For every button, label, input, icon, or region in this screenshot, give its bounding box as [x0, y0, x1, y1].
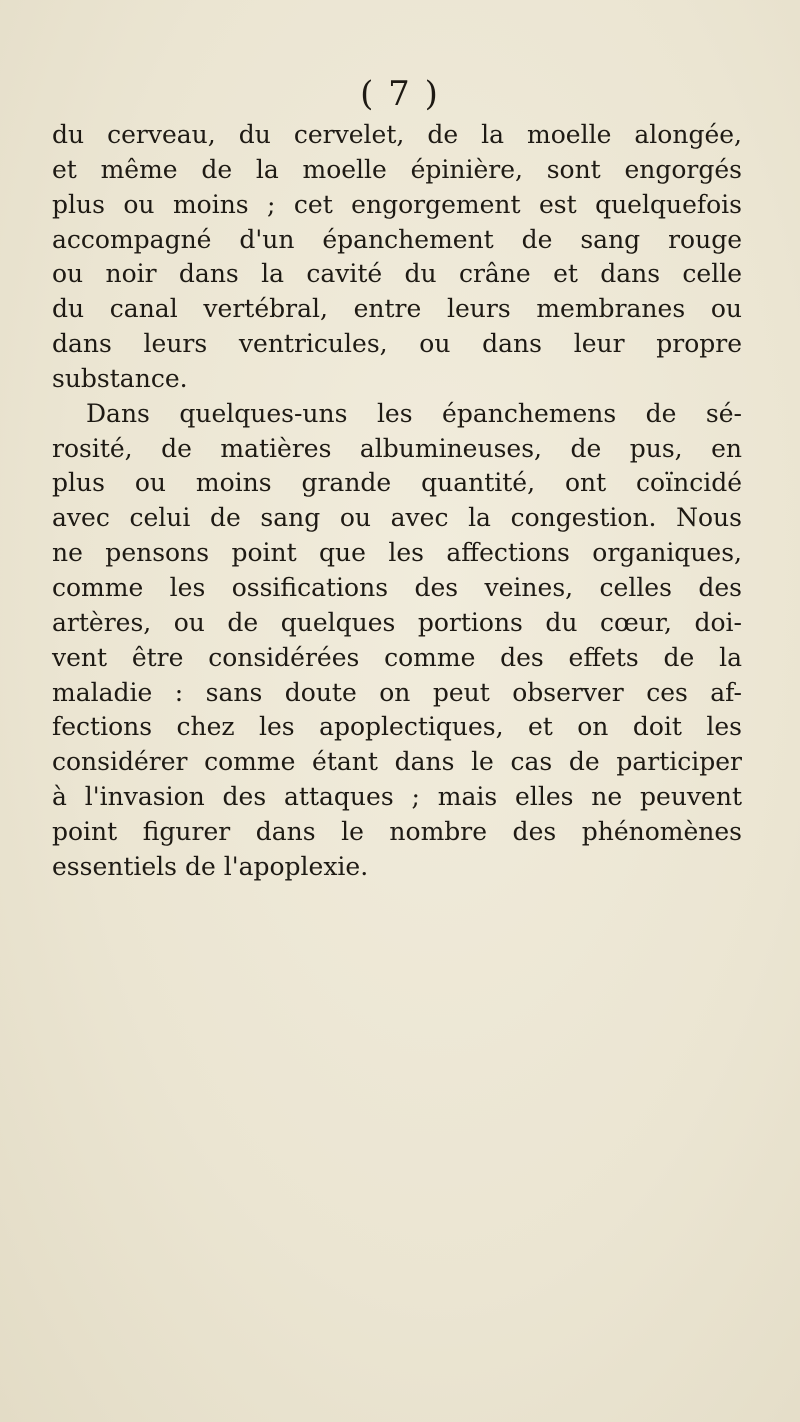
page-number: ( 7 ) — [360, 74, 440, 114]
text-line: et même de la moelle épinière, sont engorgés — [52, 154, 742, 184]
text-line: comme les ossifications des veines, celles des — [52, 572, 742, 602]
text-line: considérer comme étant dans le cas de participer — [52, 747, 742, 777]
text-line: point figurer dans le nombre des phénomènes — [52, 816, 742, 846]
text-line: Dans quelques-uns les épanchemens de sé- — [86, 398, 742, 428]
text-line: plus ou moins grande quantité, ont coïncidé — [52, 468, 742, 498]
text-line: artères, ou de quelques portions du cœur, doi- — [52, 607, 742, 637]
text-line: à l'invasion des attaques ; mais elles ne peuvent — [52, 782, 742, 812]
text-line: vent être considérées comme des effets de la — [52, 642, 742, 672]
text-line: essentiels de l'apoplexie. — [52, 851, 369, 881]
text-line: ne pensons point que les affections organiques, — [52, 538, 742, 568]
text-line: du canal vertébral, entre leurs membranes ou — [52, 294, 742, 324]
text-line: maladie : sans doute on peut observer ces af- — [52, 677, 742, 707]
text-line: plus ou moins ; cet engorgement est quelquefois — [52, 189, 742, 219]
body-text — [52, 118, 742, 885]
text-line: fections chez les apoplectiques, et on doit les — [52, 712, 742, 742]
text-line: rosité, de matières albumineuses, de pus, en — [52, 433, 742, 463]
text-line: dans leurs ventricules, ou dans leur propre — [52, 329, 742, 359]
text-line: accompagné d'un épanchement de sang rouge — [52, 224, 742, 254]
text-line: ou noir dans la cavité du crâne et dans celle — [52, 259, 742, 289]
text-line: substance. — [52, 363, 188, 393]
text-line: avec celui de sang ou avec la congestion. Nous — [52, 503, 742, 533]
text-line: du cerveau, du cervelet, de la moelle alongée, — [52, 120, 742, 149]
